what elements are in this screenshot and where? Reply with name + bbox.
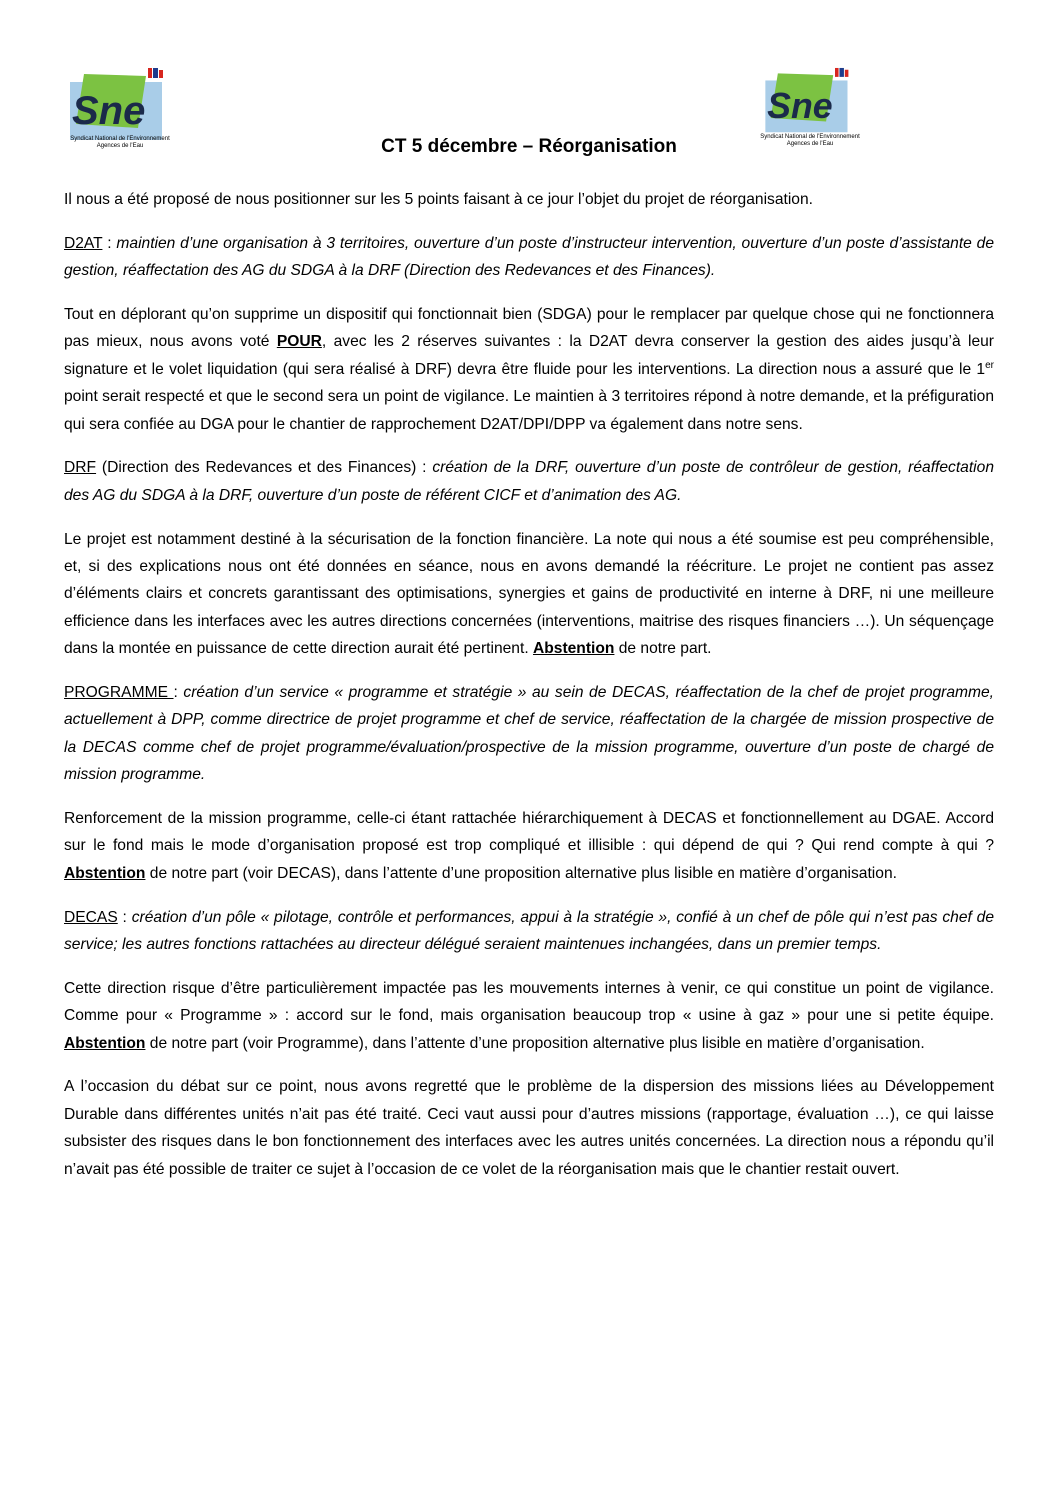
d2at-heading-paragraph: D2AT : maintien d’une organisation à 3 territoires, ouverture d’un poste d’instructeur intervention, ouverture d’un poste d’assistante de gestion, réaffectation des AG du SDGA à la DRF (Direction des Redevances et des Finances). <box>64 234 995 280</box>
closing-paragraph: A l’occasion du débat sur ce point, nous avons regretté que le problème de la dispersion des missions liées au Développement Durable dans différentes unités n’ait pas été traité. Ceci vaut aussi pour d’autres missions (rapportage, évaluation …), ce qui laisse subsister des risques dans le bon fonctionnement des interfaces avec les autres unités concernées. La direction nous a répondu qu’il n’avait pas été possible de traiter ce sujet à l’occasion de ce volet de la réorganisation mais que le chantier restait ouvert. <box>64 1078 994 1178</box>
vote-abstention: Abstention <box>64 1034 146 1052</box>
d2at-description: maintien d’une organisation à 3 territoires, ouverture d’un poste d’instructeur intervention, ouverture d’un poste d’assistante de gestion, réaffectation des AG du SDGA à la DRF (Direction des Redevances et des Finances). <box>64 234 995 280</box>
section-label-d2at: D2AT <box>64 234 103 252</box>
document-title: CT 5 décembre – Réorganisation <box>381 136 677 157</box>
logo-caption-line1: Syndicat National de l'Environnement <box>70 136 170 142</box>
logo-text: Sne <box>767 85 833 126</box>
logo-caption-line2: Agences de l'Eau <box>96 143 144 149</box>
sne-logo-graphic <box>64 66 176 144</box>
decas-heading-paragraph: DECAS : création d’un pôle « pilotage, contrôle et performances, appui à la stratégie », confié à un chef de pôle qui n’est pas chef de service; les autres fonctions rattachées au directeur délégué seraient maintenues inchangées, dans un premier temps. <box>64 908 994 954</box>
section-label-programme: PROGRAMME <box>64 684 174 702</box>
d2at-comment-paragraph: Tout en déplorant qu’on supprime un dispositif qui fonctionnait bien (SDGA) pour le remplacer par quelque chose qui ne fonctionnera pas mieux, nous avons voté POUR, avec les 2 réserves suivantes : la D2AT devra conserver la gestion des aides jusqu’à leur signature et le volet liquidation (qui sera réalisé à DRF) devra être fluide pour les interventions. La direction nous a assuré que le 1er point serait respecté et que le second sera un point de vigilance. Le maintien à 3 territoires répond à notre demande, et la préfiguration qui sera confiée au DGA pour le chantier de rapprochement D2AT/DPI/DPP va également dans notre sens. <box>64 306 994 433</box>
logo-caption-line1: Syndicat National de l'Environnement <box>760 134 860 140</box>
decas-comment-paragraph: Cette direction risque d’être particulièrement impactée pas les mouvements internes à venir, ce qui constitue un point de vigilance. Comme pour « Programme » : accord sur le fond, mais organisation beaucoup trop « usine à gaz » pour une si petite équipe. Abstention de notre part (voir Programme), dans l’attente d’une proposition alternative plus lisible en matière d’organisation. <box>64 979 994 1052</box>
programme-heading-paragraph: PROGRAMME : création d’un service « programme et stratégie » au sein de DECAS, réaffectation de la chef de projet programme, actuellement à DPP, comme directrice de projet programme et chef de service, réaffectation de la chargée de mission prospective de la DECAS comme chef de projet programme/évaluation/prospective de la mission programme, ouverture d’un poste de chargé de mission programme. <box>64 684 995 784</box>
section-label-drf: DRF <box>64 459 97 477</box>
logo-caption-line2: Agences de l'Eau <box>786 141 834 147</box>
intro-paragraph: Il nous a été proposé de nous positionner sur les 5 points faisant à ce jour l’objet du projet de réorganisation. <box>64 191 813 208</box>
logo-text: Sne <box>72 89 146 133</box>
vote-abstention: Abstention <box>532 640 615 658</box>
programme-comment-paragraph: Renforcement de la mission programme, celle-ci étant rattachée hiérarchiquement à DECAS et fonctionnellement au DGAE. Accord sur le fond mais le mode d’organisation proposé est trop compliqué et illisible : qui dépend de qui ? Qui rend compte à qui ? Abstention de notre part (voir DECAS), dans l’attente d’une proposition alternative plus lisible en matière d’organisation. <box>64 810 994 882</box>
programme-description: création d’un service « programme et stratégie » au sein de DECAS, réaffectation de la chef de projet programme, actuellement à DPP, comme directrice de projet programme et chef de service, réaffectation de la chargée de mission prospective de la DECAS comme chef de projet programme/évaluation/prospective de la mission programme, ouverture d’un poste de chargé de mission programme. <box>64 684 995 784</box>
document-body <box>64 186 994 1200</box>
drf-heading-paragraph: DRF (Direction des Redevances et des Finances) : création de la DRF, ouverture d’un poste de contrôleur de gestion, réaffectation des AG du SDGA à la DRF, ouverture d’un poste de référent CICF et d’animation des AG. <box>64 459 994 504</box>
section-label-decas: DECAS <box>64 908 118 926</box>
drf-description: création de la DRF, ouverture d’un poste de contrôleur de gestion, réaffectation des AG du SDGA à la DRF, ouverture d’un poste de référent CICF et d’animation des AG. <box>64 459 994 504</box>
vote-pour: POUR <box>276 333 322 351</box>
drf-comment-paragraph: Le projet est notamment destiné à la sécurisation de la fonction financière. La note qui nous a été soumise est peu compréhensible, et, si des explications nous ont été données en séance, nous en avons demandé la réécriture. Le projet ne contient pas assez d’éléments clairs et concrets garantissant des optimisations, synergies et gains de productivité en interne à DRF, ni une meilleure efficience dans les interfaces avec les autres directions concernées (interventions, maitrise des risques financiers …). Un séquençage dans la montée en puissance de cette direction aurait été pertinent. Abstention de notre part. <box>64 530 994 658</box>
decas-description: création d’un pôle « pilotage, contrôle et performances, appui à la stratégie », confié à un chef de pôle qui n’est pas chef de service; les autres fonctions rattachées au directeur délégué seraient maintenues inchangées, dans un premier temps. <box>64 908 994 954</box>
sne-logo-graphic <box>760 66 860 136</box>
vote-abstention: Abstention <box>64 864 146 882</box>
